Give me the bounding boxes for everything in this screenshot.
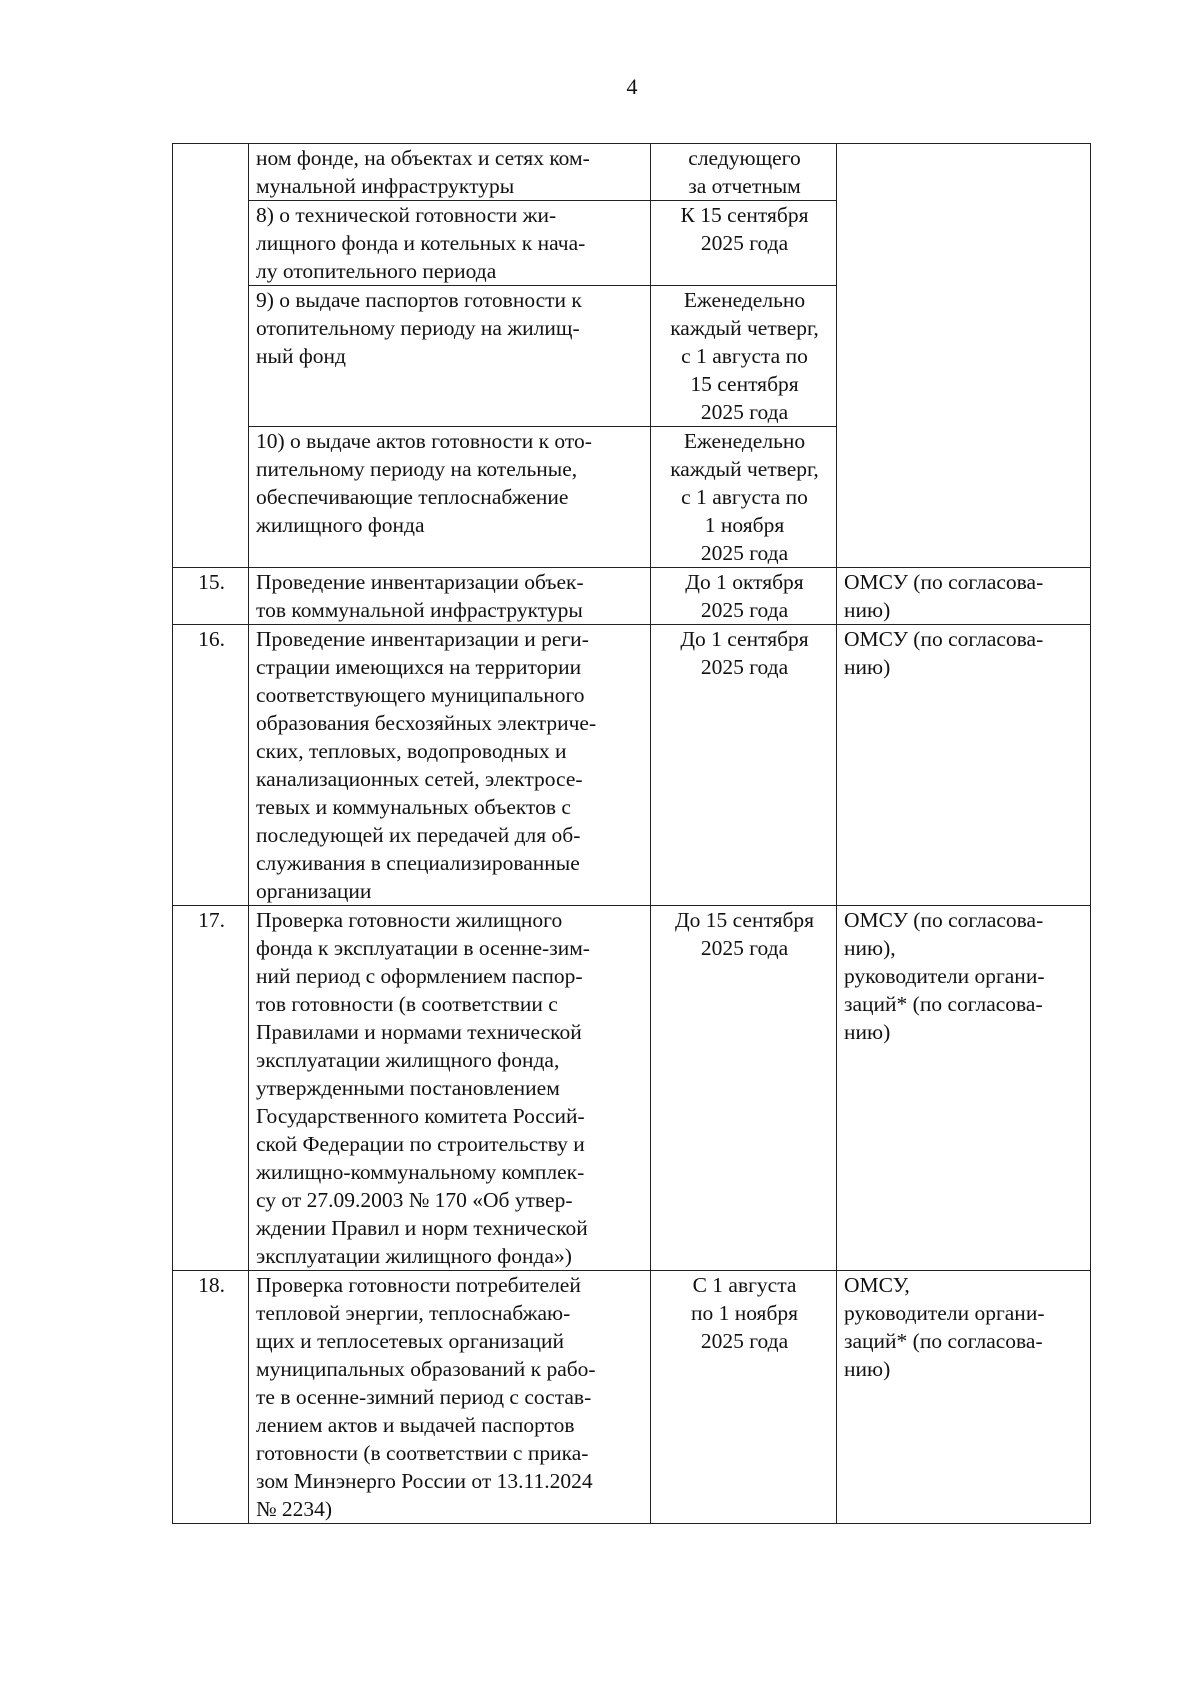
table-row [173, 906, 1091, 1271]
deadline-cell: До 1 октября 2025 года [651, 568, 837, 625]
responsible-cell: ОМСУ, руководители органи- заций* (по согласова- нию) [837, 1271, 1091, 1524]
responsible-cell-empty [837, 144, 1091, 568]
row-number: 17. [173, 906, 249, 1271]
deadline-cell: С 1 августа по 1 ноября 2025 года [651, 1271, 837, 1524]
row-number: 18. [173, 1271, 249, 1524]
row-number: 15. [173, 568, 249, 625]
table-row [173, 625, 1091, 906]
table-row [173, 1271, 1091, 1524]
event-cell: ном фонде, на объектах и сетях ком- мунальной инфраструктуры [249, 144, 651, 201]
num-cell-empty [173, 144, 249, 568]
event-cell: Проведение инвентаризации объек- тов коммунальной инфраструктуры [249, 568, 651, 625]
deadline-cell: До 1 сентября 2025 года [651, 625, 837, 906]
deadline-cell: Еженедельно каждый четверг, с 1 августа по 15 сентября 2025 года [651, 286, 837, 427]
page-number: 4 [626, 74, 638, 99]
event-cell: Проведение инвентаризации и реги- страции имеющихся на территории соответствующего муниципального образования бесхозяйных электриче- ских, тепловых, водопроводных и канализационных сетей, электросе- тевых и коммунальных объектов с последующей их передачей для об- служивания в специализированные организации [249, 625, 651, 906]
event-cell: 8) о технической готовности жи- лищного фонда и котельных к нача- лу отопительного периода [249, 201, 651, 286]
event-cell: Проверка готовности потребителей тепловой энергии, теплоснабжаю- щих и теплосетевых организаций муниципальных образований к рабо- те в осенне-зимний период с состав- лением актов и выдачей паспортов готовности (в соответствии с прика- зом Минэнерго России от 13.11.2024 № 2234) [249, 1271, 651, 1524]
event-cell: 9) о выдаче паспортов готовности к отопительному периоду на жилищ- ный фонд [249, 286, 651, 427]
deadline-cell: следующего за отчетным [651, 144, 837, 201]
deadline-cell: К 15 сентября 2025 года [651, 201, 837, 286]
responsible-cell: ОМСУ (по согласова- нию), руководители органи- заций* (по согласова- нию) [837, 906, 1091, 1271]
responsible-cell: ОМСУ (по согласова- нию) [837, 625, 1091, 906]
event-cell: Проверка готовности жилищного фонда к эксплуатации в осенне-зим- ний период с оформлением паспор- тов готовности (в соответствии с Правилами и нормами технической эксплуатации жилищного фонда, утвержденными постановлением Государственного комитета Россий- ской Федерации по строительству и жилищно-коммунальному комплек- су от 27.09.2003 № 170 «Об утвер- ждении Правил и норм технической эксплуатации жилищного фонда») [249, 906, 651, 1271]
plan-table [172, 143, 1091, 1524]
deadline-cell: Еженедельно каждый четверг, с 1 августа по 1 ноября 2025 года [651, 427, 837, 568]
table-row [173, 144, 1091, 201]
responsible-cell: ОМСУ (по согласова- нию) [837, 568, 1091, 625]
deadline-cell: До 15 сентября 2025 года [651, 906, 837, 1271]
row-number: 16. [173, 625, 249, 906]
table-row [173, 568, 1091, 625]
event-cell: 10) о выдаче актов готовности к ото- пительному периоду на котельные, обеспечивающие теплоснабжение жилищного фонда [249, 427, 651, 568]
